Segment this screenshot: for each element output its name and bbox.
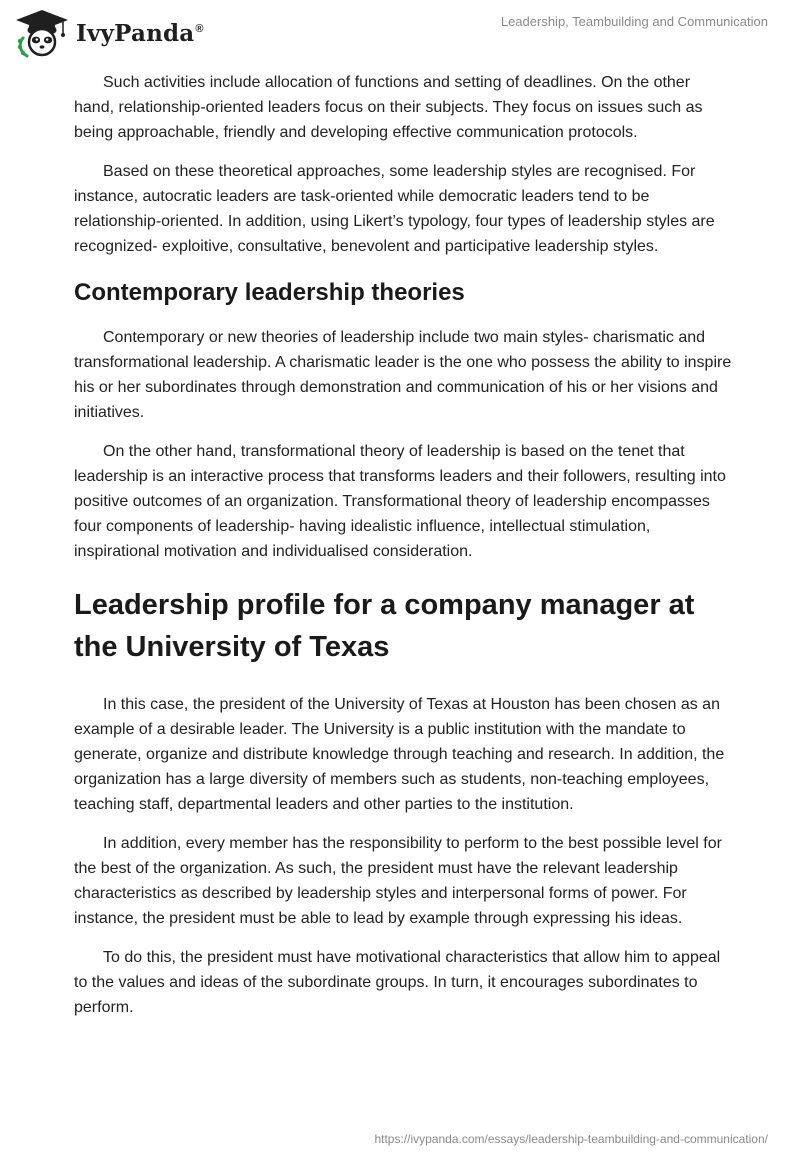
ivypanda-logo[interactable] [14, 8, 204, 58]
paragraph: Based on these theoretical approaches, some leadership styles are recognised. For instance, autocratic leaders are task-oriented while democratic leaders tend to be relationship-oriented. In addition, using Likert’s typology, four types of leadership styles are recognized- exploitive, consultative, benevolent and participative leadership styles. [74, 163, 715, 255]
paragraph: Such activities include allocation of functions and setting of deadlines. On the other hand, relationship-oriented leaders focus on their subjects. They focus on issues such as being approachable, friendly and developing effective communication protocols. [74, 74, 703, 141]
section-heading-contemporary: Contemporary leadership theories [74, 279, 465, 306]
document-title: Leadership, Teambuilding and Communication [500, 14, 768, 29]
paragraph: In addition, every member has the responsibility to perform to the best possible level for the best of the organization. As such, the president must have the relevant leadership characteristics as described by leadership styles and interpersonal forms of power. For instance, the president must be able to lead by example through expressing his ideas. [74, 835, 722, 927]
source-url[interactable]: https://ivypanda.com/essays/leadership-teambuilding-and-communication/ [374, 1132, 768, 1146]
paragraph: In this case, the president of the University of Texas at Houston has been chosen as an example of a desirable leader. The University is a public institution with the mandate to generate, organize and distribute knowledge through teaching and research. In addition, the organization has a large diversity of members such as students, non-teaching employees, teaching staff, departmental leaders and other parties to the institution. [74, 696, 725, 813]
paragraph: On the other hand, transformational theory of leadership is based on the tenet that leadership is an interactive process that transforms leaders and their followers, resulting into positive outcomes of an organization. Transformational theory of leadership encompasses four components of leadership- having idealistic influence, intellectual stimulation, inspirational motivation and individualised consideration. [74, 443, 726, 560]
essay-body [74, 70, 734, 1034]
logo-wordmark [76, 20, 204, 47]
logo-text: IvyPanda [76, 19, 195, 47]
page-header [0, 0, 800, 66]
registered-mark: ® [195, 22, 204, 35]
paragraph: To do this, the president must have motivational characteristics that allow him to appeal to the values and ideas of the subordinate groups. In turn, it encourages subordinates to perform. [74, 949, 721, 1016]
panda-graduate-icon [14, 8, 70, 58]
section-heading-profile: Leadership profile for a company manager at the University of Texas [74, 589, 695, 663]
paragraph: Contemporary or new theories of leadership include two main styles- charismatic and transformational leadership. A charismatic leader is the one who possess the ability to inspire his or her subordinates through demonstration and communication of his or her visions and initiatives. [74, 329, 732, 421]
